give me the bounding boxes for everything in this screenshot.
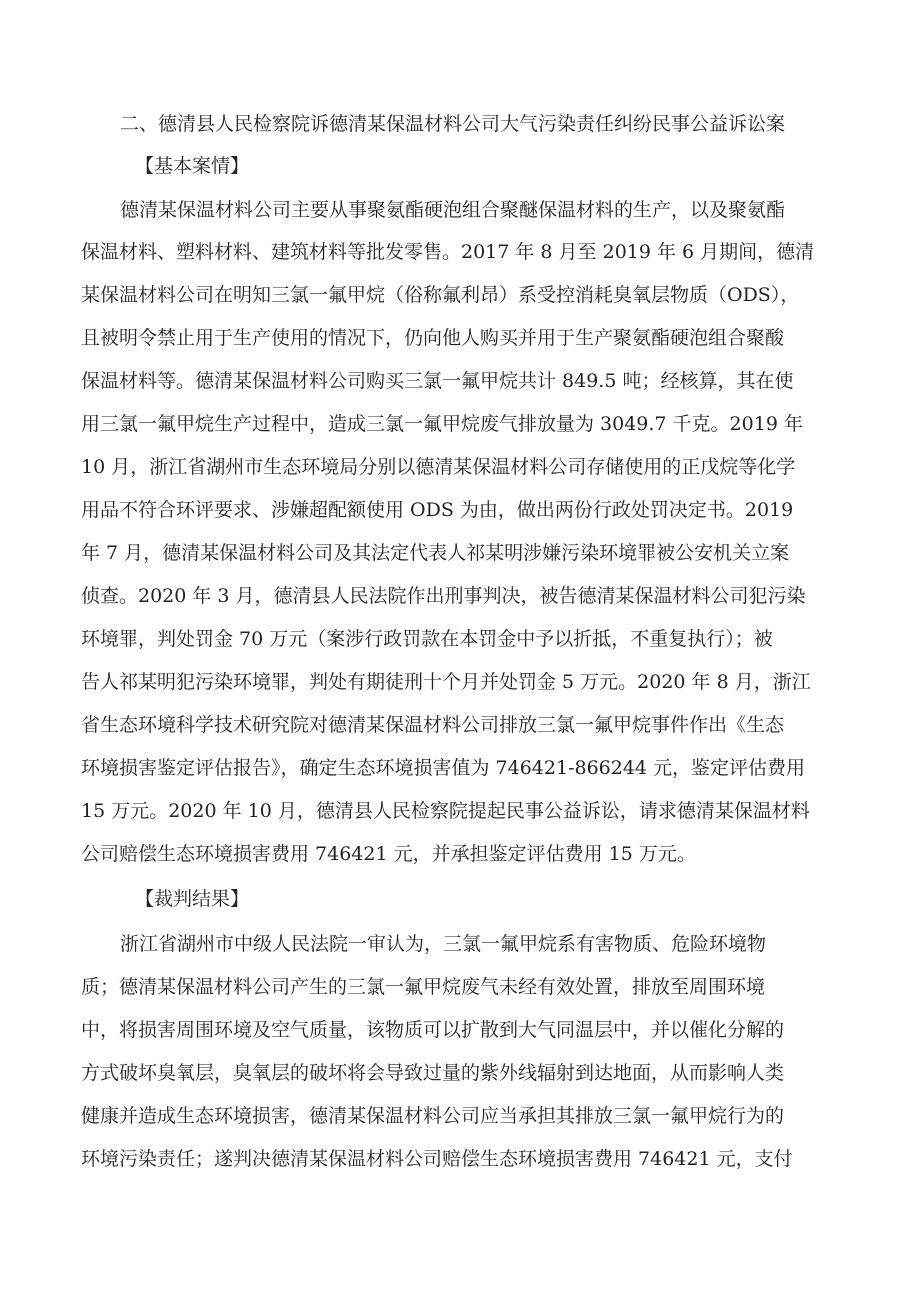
paragraph-line: 侦查。2020 年 3 月，德清县人民法院作出刑事判决，被告德清某保温材料公司犯污染 [81,585,806,607]
paragraph-line: 年 7 月，德清某保温材料公司及其法定代表人祁某明涉嫌污染环境罪被公安机关立案 [81,542,790,564]
paragraph-line: 公司赔偿生态环境损害费用 746421 元，并承担鉴定评估费用 15 万元。 [81,843,696,865]
paragraph-line: 保温材料等。德清某保温材料公司购买三氯一氟甲烷共计 849.5 吨；经核算，其在使 [81,370,794,392]
section-heading-basic-facts: 【基本案情】 [135,155,250,177]
paragraph-line: 环境罪，判处罚金 70 万元（案涉行政罚款在本罚金中予以折抵，不重复执行）；被 [81,628,773,650]
paragraph-line: 告人祁某明犯污染环境罪，判处有期徒刑十个月并处罚金 5 万元。2020 年 8 月，浙江 [81,671,811,693]
paragraph-line: 环境污染责任；遂判决德清某保温材料公司赔偿生态环境损害费用 746421 元，支付 [81,1148,793,1170]
paragraph-line: 用品不符合环评要求、涉嫌超配额使用 ODS 为由，做出两份行政处罚决定书。2019 [81,499,794,521]
paragraph-line: 保温材料、塑料材料、建筑材料等批发零售。2017 年 8 月至 2019 年 6 月期间，德清 [81,241,815,263]
paragraph-line: 德清某保温材料公司主要从事聚氨酯硬泡组合聚醚保温材料的生产，以及聚氨酯 [120,199,786,221]
paragraph-line: 环境损害鉴定评估报告》，确定生态环境损害值为 746421-866244 元，鉴定评估费用 [81,757,806,779]
paragraph-line: 用三氯一氟甲烷生产过程中，造成三氯一氟甲烷废气排放量为 3049.7 千克。2019 年 [81,413,803,435]
paragraph-line: 15 万元。2020 年 10 月，德清县人民检察院提起民事公益诉讼，请求德清某保温材料 [81,800,810,822]
paragraph-line: 某保温材料公司在明知三氯一氟甲烷（俗称氟利昂）系受控消耗臭氧层物质（ODS）， [81,284,800,306]
paragraph-line: 且被明令禁止用于生产使用的情况下，仍向他人购买并用于生产聚氨酯硬泡组合聚酸 [81,327,785,349]
paragraph-line: 10 月，浙江省湖州市生态环境局分别以德清某保温材料公司存储使用的正戊烷等化学 [81,456,796,478]
paragraph-line: 中，将损害周围环境及空气质量，该物质可以扩散到大气同温层中，并以催化分解的 [81,1019,785,1041]
section-heading-judgment-result: 【裁判结果】 [135,888,250,910]
paragraph-line: 省生态环境科学技术研究院对德清某保温材料公司排放三氯一氟甲烷事件作出《生态 [81,714,785,736]
paragraph-line: 方式破坏臭氧层，臭氧层的破坏将会导致过量的紫外线辐射到达地面，从而影响人类 [81,1062,785,1084]
paragraph-line: 健康并造成生态环境损害，德清某保温材料公司应当承担其排放三氯一氟甲烷行为的 [81,1105,785,1127]
case-title: 二、德清县人民检察院诉德清某保温材料公司大气污染责任纠纷民事公益诉讼案 [120,113,786,135]
paragraph-line: 质；德清某保温材料公司产生的三氯一氟甲烷废气未经有效处置，排放至周围环境 [81,976,766,998]
paragraph-line: 浙江省湖州市中级人民法院一审认为，三氯一氟甲烷系有害物质、危险环境物 [120,933,767,955]
